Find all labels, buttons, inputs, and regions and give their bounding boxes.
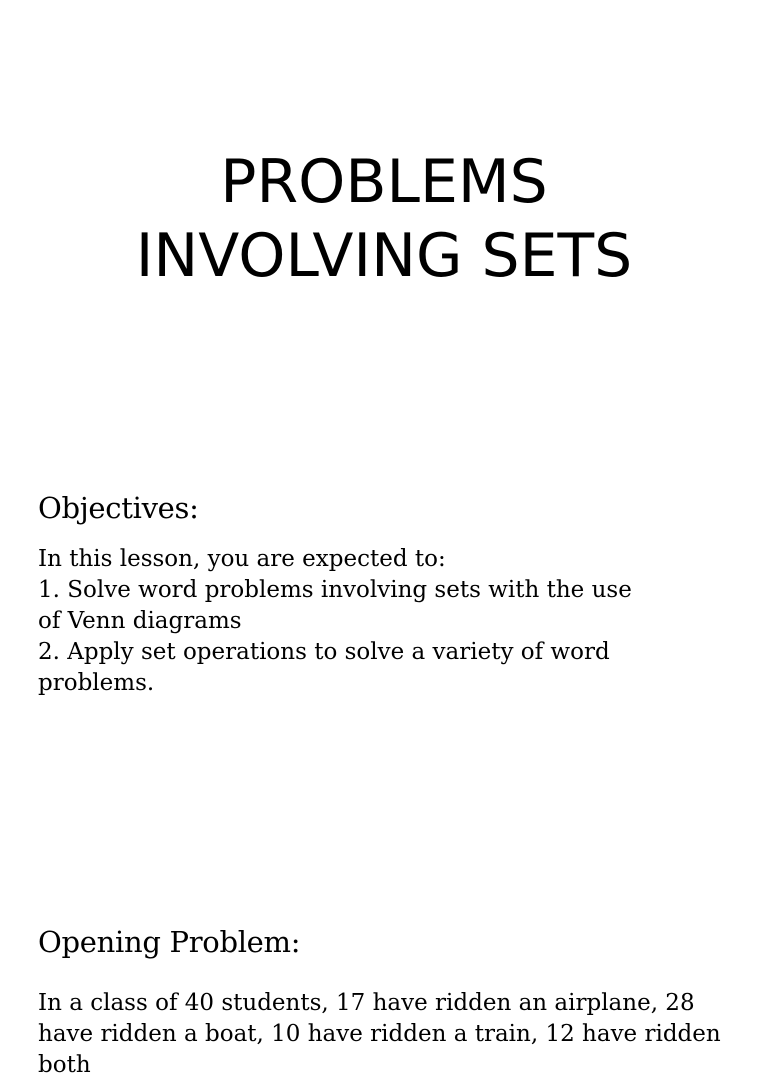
objective-item-1-line-2: of Venn diagrams	[38, 608, 242, 634]
objective-item-2-line-2: problems.	[38, 670, 155, 696]
objective-item-1-line-1: 1. Solve word problems involving sets with the use	[38, 577, 632, 603]
title-line-1: PROBLEMS	[220, 147, 548, 217]
page-title	[0, 145, 768, 293]
objectives-intro: In this lesson, you are expected to:	[38, 546, 446, 572]
opening-problem-heading: Opening Problem:	[38, 925, 301, 959]
objectives-body	[38, 544, 748, 699]
objectives-heading: Objectives:	[38, 491, 199, 525]
opening-problem-text: In a class of 40 students, 17 have ridden an airplane, 28 have ridden a boat, 10 have ridden a train, 12 have ridden both	[38, 990, 721, 1078]
objective-item-2-line-1: 2. Apply set operations to solve a variety of word	[38, 639, 610, 665]
title-line-2: INVOLVING SETS	[135, 221, 633, 291]
